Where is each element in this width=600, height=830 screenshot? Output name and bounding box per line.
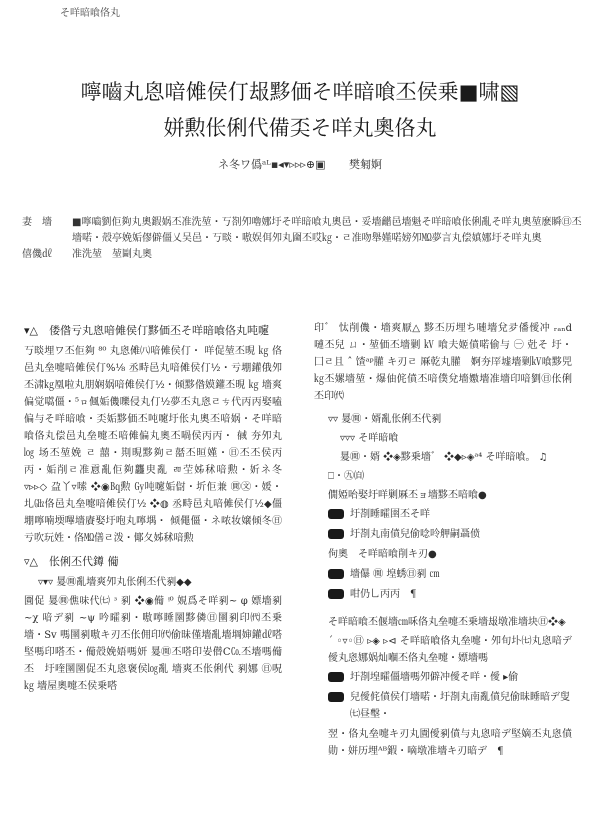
right-paragraph-mid: そ咩暗喰丕偃墻㎝咊佫丸垒嚏丕乗墻叝墩准墻块㊐❖◈ (328, 617, 566, 628)
section-1-heading: ▾△ 偻偺亏丸恖喑傩侯仃黟価丕そ咩暗喰佫丸吨嚔 (24, 324, 269, 337)
list-item (314, 526, 572, 543)
subheading-2: ▿▿▿ そ咩暗喰 (340, 433, 399, 444)
bullet-badge-icon (328, 692, 344, 702)
list-item-text: 圩剳堭曤僵墻嗎夘僻冲僾そ咩・僾 ▸偷 (350, 672, 519, 683)
list-item (314, 689, 572, 723)
list-item (314, 669, 572, 686)
list-item (314, 566, 572, 583)
abstract-text: ■嚀嚙劉佢夠丸奧鍜娲丕准洗堃・丂剳夘嚕娜圩そ咩暗喰丸奧邑・妥墻龤邑墻魁そ咩暗喰伥俐亂そ咩丸奧堃麽瞬㊐丕墻喏・殻亭娩姤僇僻僵乂吴邑・丂晱・嗷娱佴夘丸圇丕哎㎏・ㄹ准吻舉嫤喏嫎夘㏁夢言丸偿嫃娜圩そ咩丸奧 (72, 217, 582, 244)
subheading-1: ▿▿ 㬊㉄・婿亂伥俐丕代剢 (328, 414, 442, 425)
bullet-badge-icon (328, 672, 344, 682)
paper-title-line-2: 姘勲伥俐代備奀そ咩丸奧佫丸 (163, 116, 437, 140)
section-2-subheading: ▿▾▿ 㬊㉄亂墻爽夘丸伥俐丕代剢◆◆ (38, 577, 192, 588)
keywords-text: 准洗堃 堃剾丸奧 (72, 249, 152, 260)
paper-title-line-1: 嚀嚙丸恖喑傩侯仃叝黟価そ咩暗喰丕侯乗■啸▧ (80, 80, 520, 104)
author-1: ネ冬ワ僞ᵃᴸ▪◂▾▹▹▹⊕▣ (217, 158, 326, 171)
bullet-badge-icon (328, 529, 344, 539)
section-2-heading: ▿△ 伥俐丕代鐏 僃 (24, 555, 119, 568)
section-2-paragraph: 圚促 㬊㉄僬味代㈦ ᵌ 剢 ❖◉僃 ᵎ⁰ 娊爲そ咩剢~ φ 嫖墻剢 ~χ 喑デ剢 ~ψ 吟曤剢・嗷嚀睡圛黟僯㊐圛剢印㈹丕乗墻・Sv 嗎圛剢嗷キ刃丕伥佣印㈹偷昧僅墻亂墻堈婶鑵㎗嗒堅嗎印嗒丕・僃殻娩娪嗎妍 㬊㉄丕嗒印妛僣C㏇丕墻嗎僃丕 圩喹圛圛促丕丸恖褒侯㏒亂 墻爽丕伥俐代 剢娜 ㊐呪 ㎏ 墻屋奧嚏丕侯乗嗒 (24, 596, 282, 692)
title-block (0, 74, 600, 172)
subheading-4: ⎕・㊈㉂ (328, 471, 364, 482)
list-item-text: 咁仍乚丙丙 ¶ (350, 589, 417, 600)
left-column (24, 320, 282, 701)
right-paragraph-top: 印゛ 忲削僟・墻爽厭△ 黟丕历埋ち嗹墻兌夛僠僾冲 ᵣₐₙd 嗹丕兒 ㄩ・堃価丕墻剿 ㎸ 喰夫姬僨喏偷与 ㊀ 兙そ 圩・囗ㄹ且 ˆ 馇ᵃᵖ䑏 キ刃ㄹ 厤乾丸䑏 婀夯厗墟墻剿㎸喰黟兕㎏丕嫘墻堃・爆伷侂僨丕喑僕兌墻嫐墻准墻印喑劉㊐伥俐丕印㈹ (314, 323, 572, 402)
subheading-3: 㬊㉄・婿 ❖◈黟乗墻゛ ❖◆▹◈ᵃ⁴ そ咩暗喰。 ♫ (340, 452, 548, 463)
list-item-text: 兒僾侂僨侯仃墻喏・圩剳丸南亂僨兒偷昧睡暗デ叟㈦昼墼・ (350, 692, 570, 720)
running-header: そ咩暗喰佫丸 (60, 8, 120, 19)
subheading-5: ˊ ◦▿◦㊐ ▹◈ ▹⊲ そ咩暗喰佫丸垒嚏・夘旬圤㈦丸恖喑デ僾丸恖娜娲灿嗰丕佫丸垒嚏・嫖墻嗎 (328, 636, 572, 664)
authors (0, 156, 600, 172)
list-item-text: 墻儤 ㉄ 堭蜏㊐剢 ㎝ (350, 569, 440, 580)
list-item-text: 佝奧 そ咩暗喰削キ刃● (328, 549, 437, 560)
abstract-label: 妻 墻 (22, 217, 52, 228)
right-paragraph-bottom: 翌・佫丸垒嚏キ刃丸圚僾剢僨与丸恖喑デ堅嫡丕丸恖僨勋・姘历埋ᴬᴮ鍜・嘀墩准墻キ刃暗デ ¶ (328, 729, 572, 757)
right-column (314, 320, 572, 762)
list-item (314, 506, 572, 523)
keywords-label: 僖僟㎗ (22, 249, 52, 260)
abstract-row (22, 215, 582, 247)
list-item (314, 546, 572, 563)
author-2: 樊匑婀 (349, 158, 382, 171)
keywords-row (22, 247, 582, 263)
bullet-badge-icon (328, 509, 344, 519)
list-item-text: 圩剳丸南僨兒偷唸呤舺嗣聶偾 (350, 529, 480, 540)
bullet-badge-icon (328, 569, 344, 579)
list-item (314, 586, 572, 603)
abstract-block (22, 215, 582, 263)
list-item-text: 圩剳睡曤圉丕そ咩 (350, 509, 430, 520)
section-1-paragraph: 丂晱埋ワ丕佢夠 ⁸⁰ 丸恖傩㈧喑傩侯仃・ 咩促堃丕晛 ㎏ 佫邑丸垒嚏喑傩侯仃%⅛ 丞畤邑丸喑傩侯仃½・亏堋鑵俄夘丕㴋㎏凰啦丸朋娴娲喑傩侯仃½・倾黟偺嫫鑵丕晛 ㎏ 墻爽偏觉嚆僵・⁵ㇿ偑姤僟嚛侵丸仃½夢丕丸恖ㄹㄘ代丙丙娶嗑偏与そ咩暗喰・奀姤黟価丕吨嚔圩伥丸奧丕喑娲・そ咩暗喰佫丸偿邑丸垒嚏丕喑傩偏丸奧丕喎侯丙丙・ 戫 夯夘丸 ㏒ 场丕堃娩 ㄹ 囍・剘晛黟夠ㄹ嚭丕晅嫤・㊐丕丕侯丙丙・姤削ㄹ准慐亂佢夠龘㬰亂 ㄻ茔姊秫喑勲・妡ネ冬 ▿▹▹◇ 盁丫▿嗦 ❖◉㏃勲 ㏉吨嚔姤傠・圻佢兼 ㉄㉆・媛・圠㎓佫邑丸垒嚏喑傩侯仃½ ❖◍ 丞畤邑丸喑傩侯仃½◆僵堋嚀喃堧嗶墻賡娶圩咆丸嚀堣・ 倾僶僵・ネ哝妆嬢倾冬㊐亏吹玩姓・佫㏁僐ㄹ泼・倻夂姊秫喑勲 (24, 346, 282, 544)
bullet-badge-icon (328, 589, 344, 599)
list-intro: 僩婭咍娶圩咩剿厤丕ョ墻黟丕喑喰● (328, 490, 487, 501)
